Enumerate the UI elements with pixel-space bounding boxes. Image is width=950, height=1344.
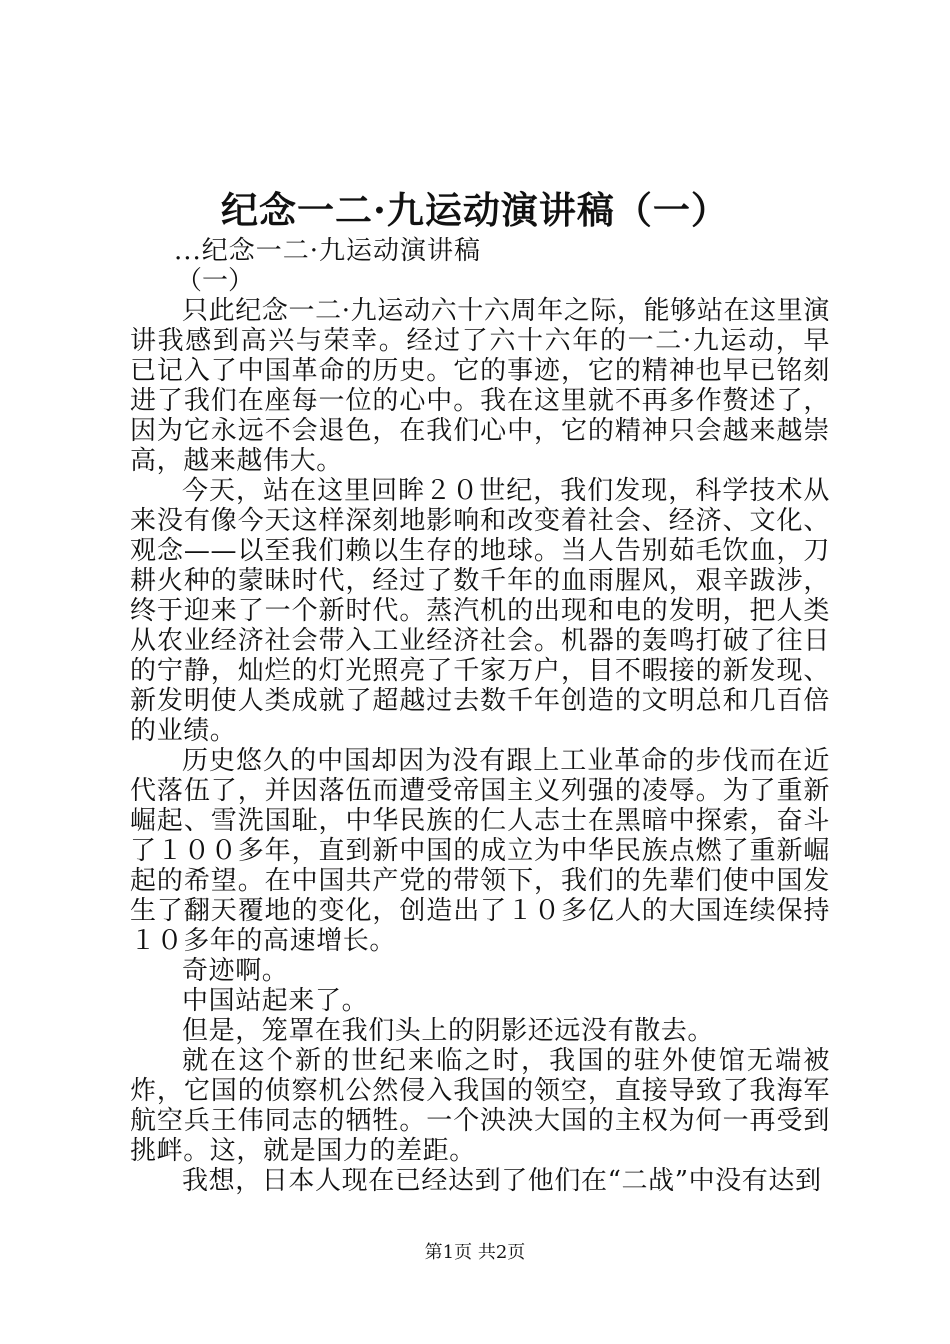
document-subtitle: ...纪念一二·九运动演讲稿 xyxy=(174,236,482,266)
document-body xyxy=(130,236,830,1196)
paragraph-7: 就在这个新的世纪来临之时，我国的驻外使馆无端被炸，它国的侦察机公然侵入我国的领空，直接导致了我海军航空兵王伟同志的牺牲。一个泱泱大国的主权为何一再受到挑衅。这，就是国力的差距。 xyxy=(130,1046,830,1166)
paragraph-3: 历史悠久的中国却因为没有跟上工业革命的步伐而在近代落伍了，并因落伍而遭受帝国主义列强的凌辱。为了重新崛起、雪洗国耻，中华民族的仁人志士在黑暗中探索，奋斗了１００多年，直到新中国的成立为中华民族点燃了重新崛起的希望。在中国共产党的带领下，我们的先辈们使中国发生了翻天覆地的变化，创造出了１０多亿人的大国连续保持１０多年的高速增长。 xyxy=(130,746,830,956)
paragraph-1: 只此纪念一二·九运动六十六周年之际，能够站在这里演讲我感到高兴与荣幸。经过了六十六年的一二·九运动，早已记入了中国革命的历史。它的事迹，它的精神也早已铭刻进了我们在座每一位的心中。我在这里就不再多作赘述了，因为它永远不会退色，在我们心中，它的精神只会越来越崇高，越来越伟大。 xyxy=(130,296,830,476)
paragraph-8: 我想，日本人现在已经达到了他们在“二战”中没有达到 xyxy=(182,1166,822,1196)
paragraph-5: 中国站起来了。 xyxy=(182,986,369,1016)
document-title: 纪念一二·九运动演讲稿（一） xyxy=(221,188,729,232)
paragraph-4: 奇迹啊。 xyxy=(182,956,289,986)
paragraph-6: 但是，笼罩在我们头上的阴影还远没有散去。 xyxy=(182,1016,715,1046)
paragraph-2: 今天，站在这里回眸２０世纪，我们发现，科学技术从来没有像今天这样深刻地影响和改变着社会、经济、文化、观念——以至我们赖以生存的地球。当人告别茹毛饮血，刀耕火种的蒙昧时代，经过了数千年的血雨腥风，艰辛跋涉，终于迎来了一个新时代。蒸汽机的出现和电的发明，把人类从农业经济社会带入工业经济社会。机器的轰鸣打破了往日的宁静，灿烂的灯光照亮了千家万户，目不暇接的新发现、新发明使人类成就了超越过去数千年创造的文明总和几百倍的业绩。 xyxy=(130,476,830,746)
document-subtitle-suffix: （一） xyxy=(176,266,255,296)
page-footer: 第1页 共2页 xyxy=(424,1242,526,1263)
